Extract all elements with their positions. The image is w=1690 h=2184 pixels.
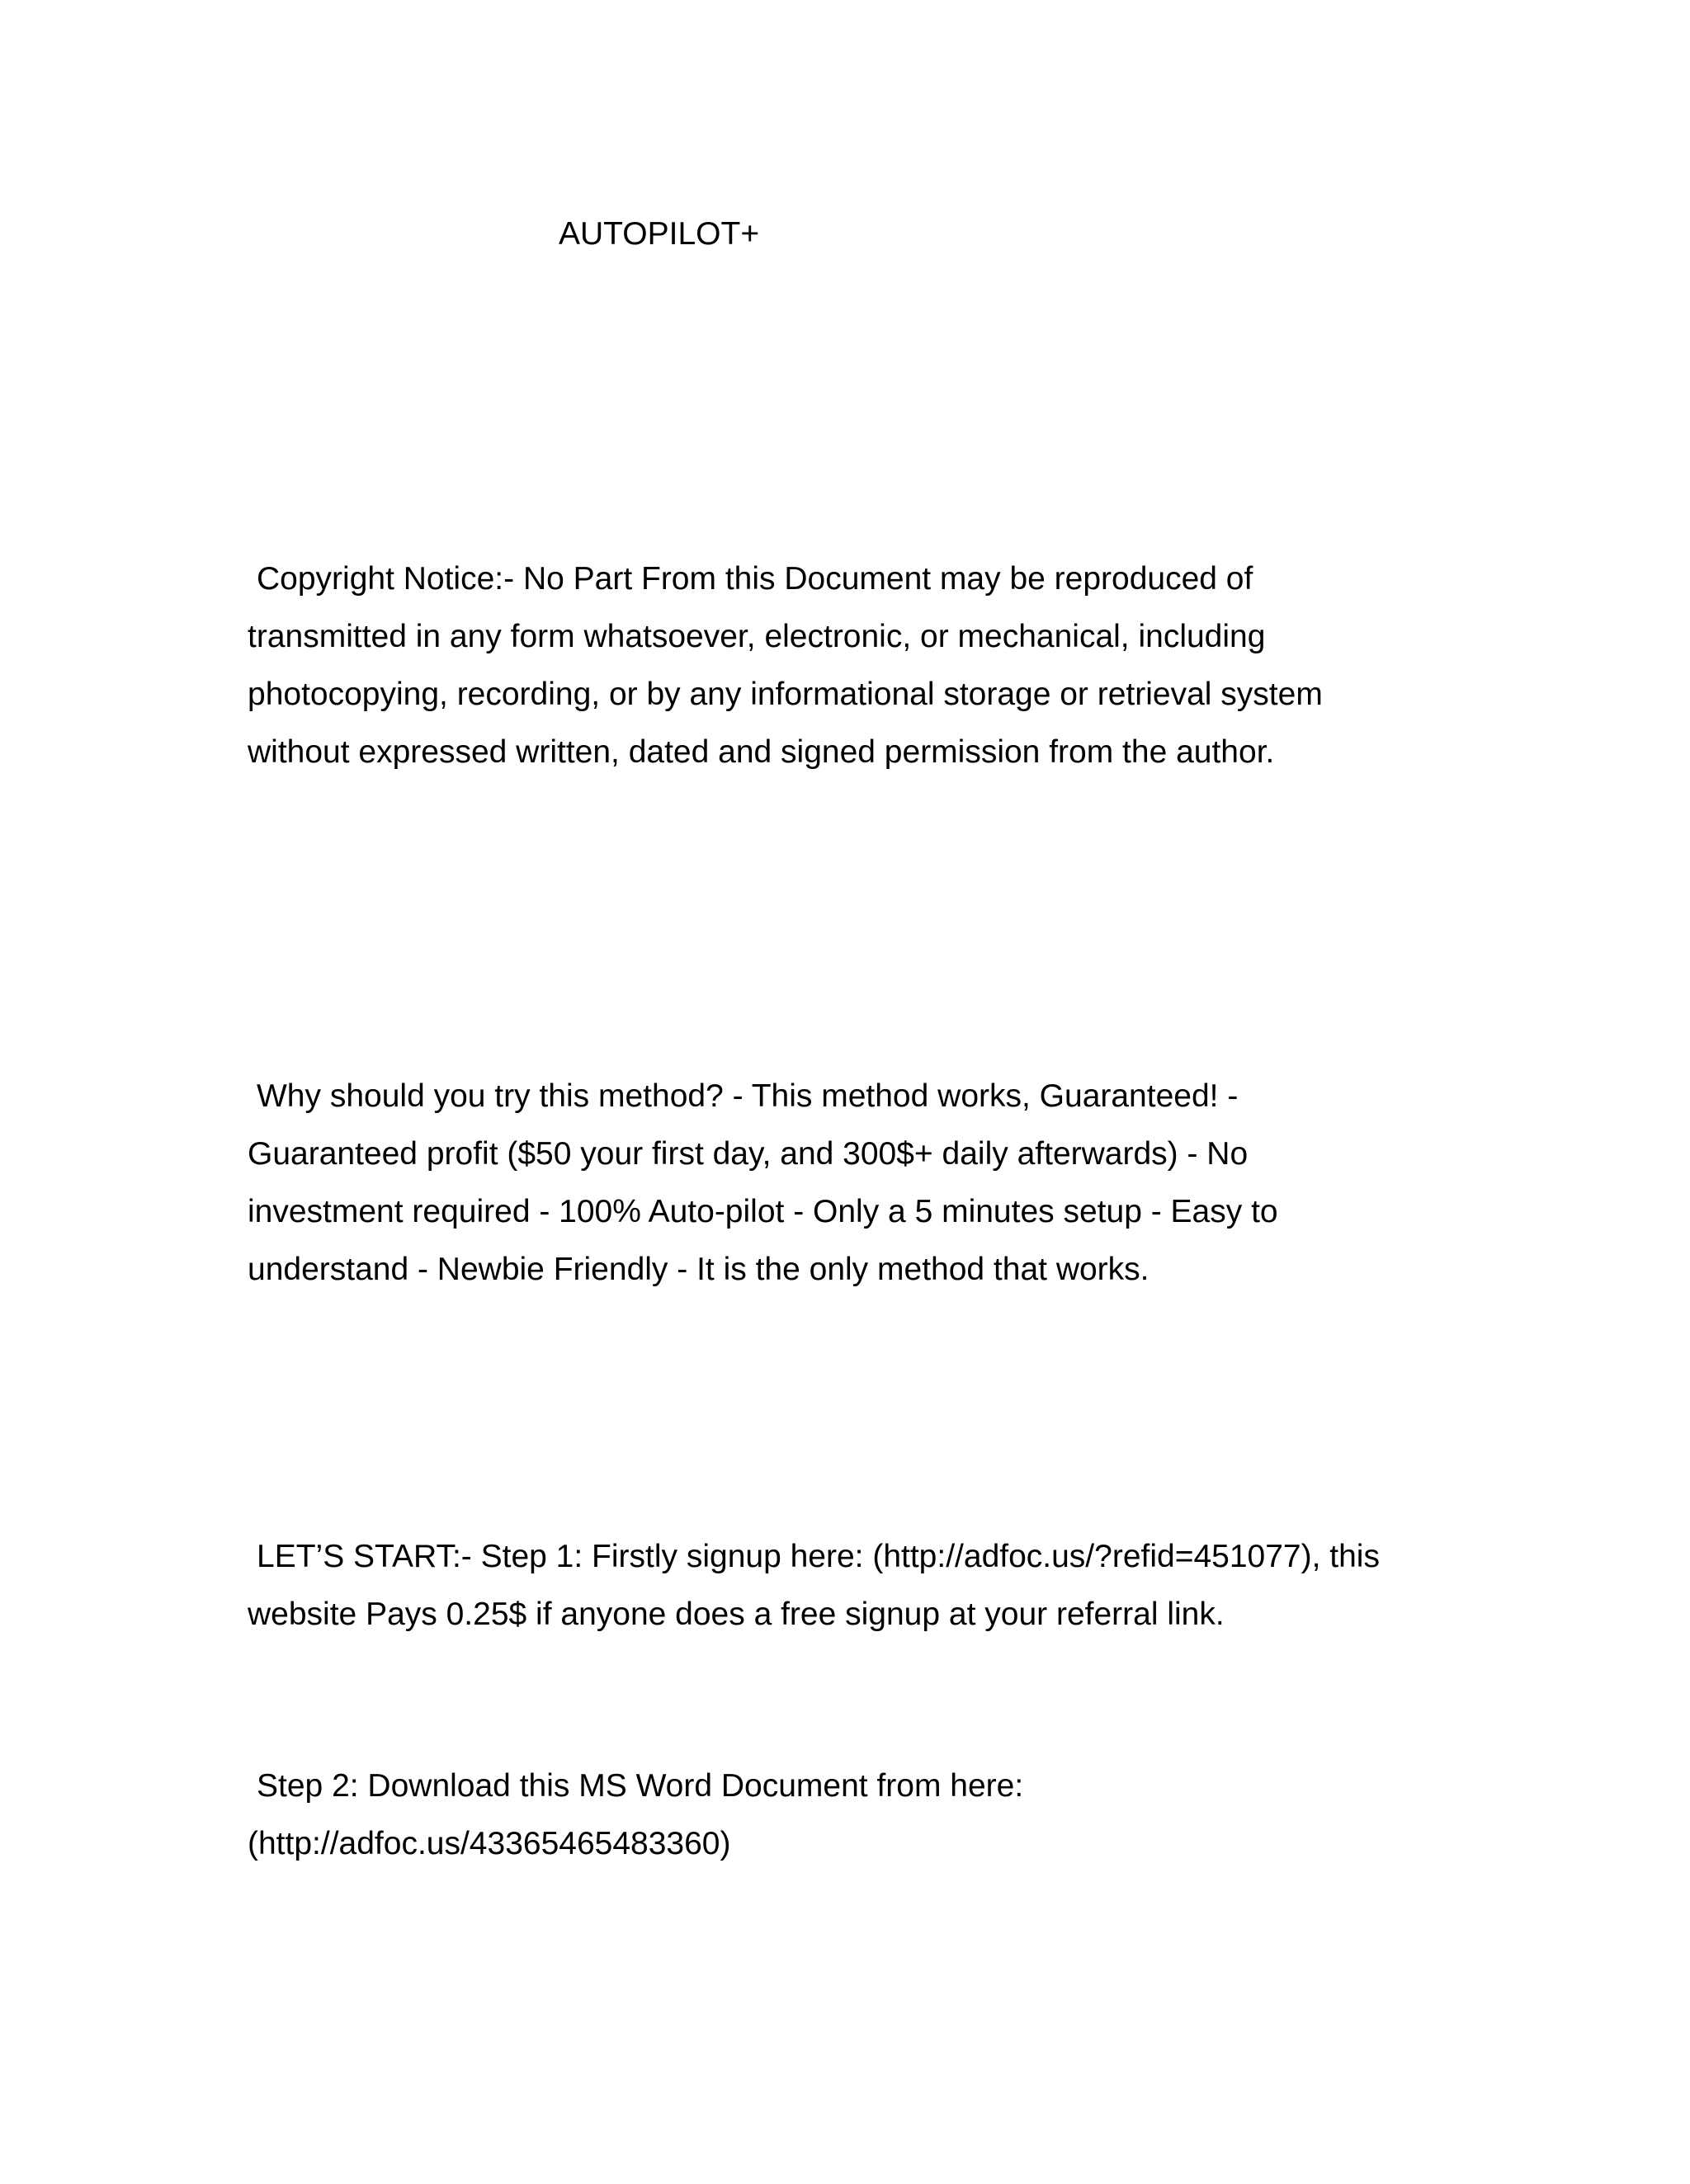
text-line: Copyright Notice:- No Part From this Document may be reproduced of [257, 561, 1253, 597]
step-2-paragraph [248, 1757, 1436, 1873]
text-line: LET’S START:- Step 1: Firstly signup here: (http://adfoc.us/?refid=451077), this [257, 1539, 1380, 1574]
text-line: Step 2: Download this MS Word Document from here: [257, 1768, 1024, 1804]
copyright-notice-paragraph [248, 550, 1436, 781]
text-line: transmitted in any form whatsoever, electronic, or mechanical, including [248, 619, 1266, 654]
document-title: AUTOPILOT+ [559, 216, 760, 252]
text-line: Guaranteed profit ($50 your first day, and 300$+ daily afterwards) - No [248, 1136, 1249, 1172]
why-try-paragraph [248, 1068, 1436, 1299]
lets-start-paragraph [248, 1528, 1436, 1644]
text-line: without expressed written, dated and signed permission from the author. [248, 734, 1275, 770]
text-line: photocopying, recording, or by any informational storage or retrieval system [248, 677, 1323, 712]
text-line: (http://adfoc.us/43365465483360) [248, 1826, 731, 1861]
text-line: understand - Newbie Friendly - It is the only method that works. [248, 1252, 1149, 1287]
text-line: website Pays 0.25$ if anyone does a free signup at your referral link. [248, 1597, 1225, 1632]
text-line: investment required - 100% Auto-pilot - Only a 5 minutes setup - Easy to [248, 1194, 1278, 1229]
text-line: Why should you try this method? - This method works, Guaranteed! - [257, 1078, 1239, 1114]
